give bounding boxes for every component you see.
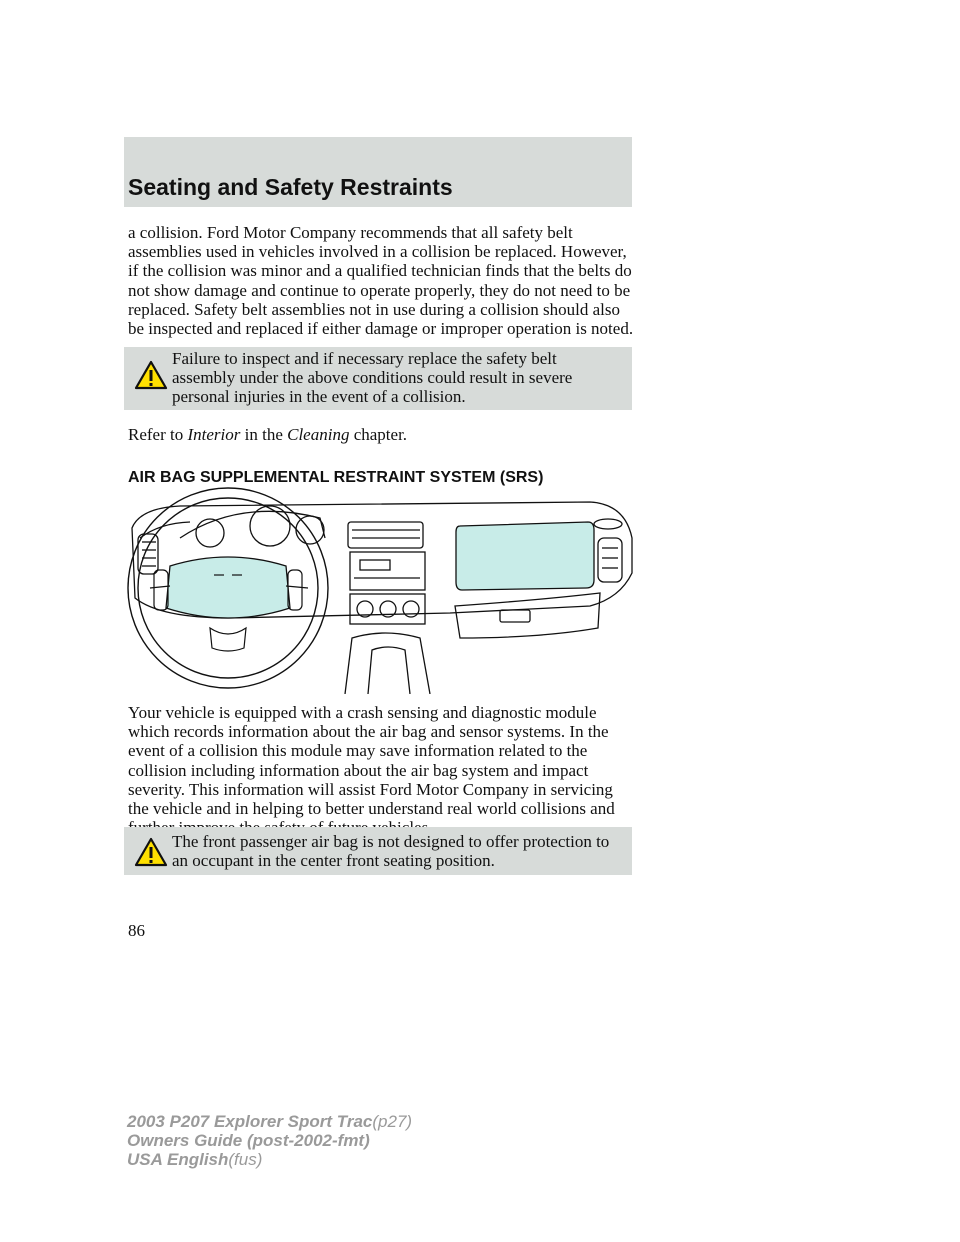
footer-model-code: (p27) <box>372 1112 413 1131</box>
refer-interior-link: Interior <box>187 425 241 444</box>
warning-2-line-2: an occupant in the center front seating position. <box>172 851 495 871</box>
footer-guide: Owners Guide (post-2002-fmt) <box>127 1131 370 1150</box>
footer-model: 2003 P207 Explorer Sport Trac <box>127 1112 373 1131</box>
chapter-header <box>124 137 632 207</box>
dashboard-airbag-illustration <box>120 478 640 694</box>
warning-box-1 <box>124 347 632 410</box>
warning-box-2 <box>124 827 632 875</box>
section-heading: AIR BAG SUPPLEMENTAL RESTRAINT SYSTEM (SRS) <box>128 469 544 486</box>
warning-1-line-2: assembly under the above conditions could result in severe personal injuries in the event of a collision. <box>172 368 573 407</box>
warning-2-line-1: The front passenger air bag is not designed to offer protection to <box>172 832 610 851</box>
body-paragraph-1: a collision. Ford Motor Company recommends that all safety belt assemblies used in vehicles involved in a collision be replaced. However, if the collision was minor and a qualified technician finds that the belts do not show damage and continue to operate properly, they do not need to be replaced. Safety belt assemblies not in use during a collision should also be inspected and replaced if either damage or improper operation is noted. <box>128 223 634 339</box>
page-number: 86 <box>128 921 145 940</box>
refer-line <box>128 425 634 444</box>
refer-prefix: Refer to <box>128 425 188 444</box>
footer-language-code: (fus) <box>228 1150 263 1169</box>
document-footer <box>127 1112 412 1169</box>
refer-cleaning-link: Cleaning <box>287 425 350 444</box>
warning-triangle-icon <box>134 837 168 867</box>
refer-mid: in the <box>240 425 288 444</box>
warning-triangle-icon <box>134 360 168 390</box>
chapter-title: Seating and Safety Restraints <box>128 174 453 200</box>
footer-language: USA English <box>127 1150 229 1169</box>
refer-suffix: chapter. <box>349 425 408 444</box>
warning-1-line-1: Failure to inspect and if necessary replace the safety belt <box>172 349 557 368</box>
body-paragraph-2: Your vehicle is equipped with a crash sensing and diagnostic module which records information about the air bag and sensor systems. In the event of a collision this module may save information related to the collision including information about the air bag system and impact severity. This information will assist Ford Motor Company in servicing the vehicle and in helping to better understand real world collisions and <box>128 703 615 819</box>
